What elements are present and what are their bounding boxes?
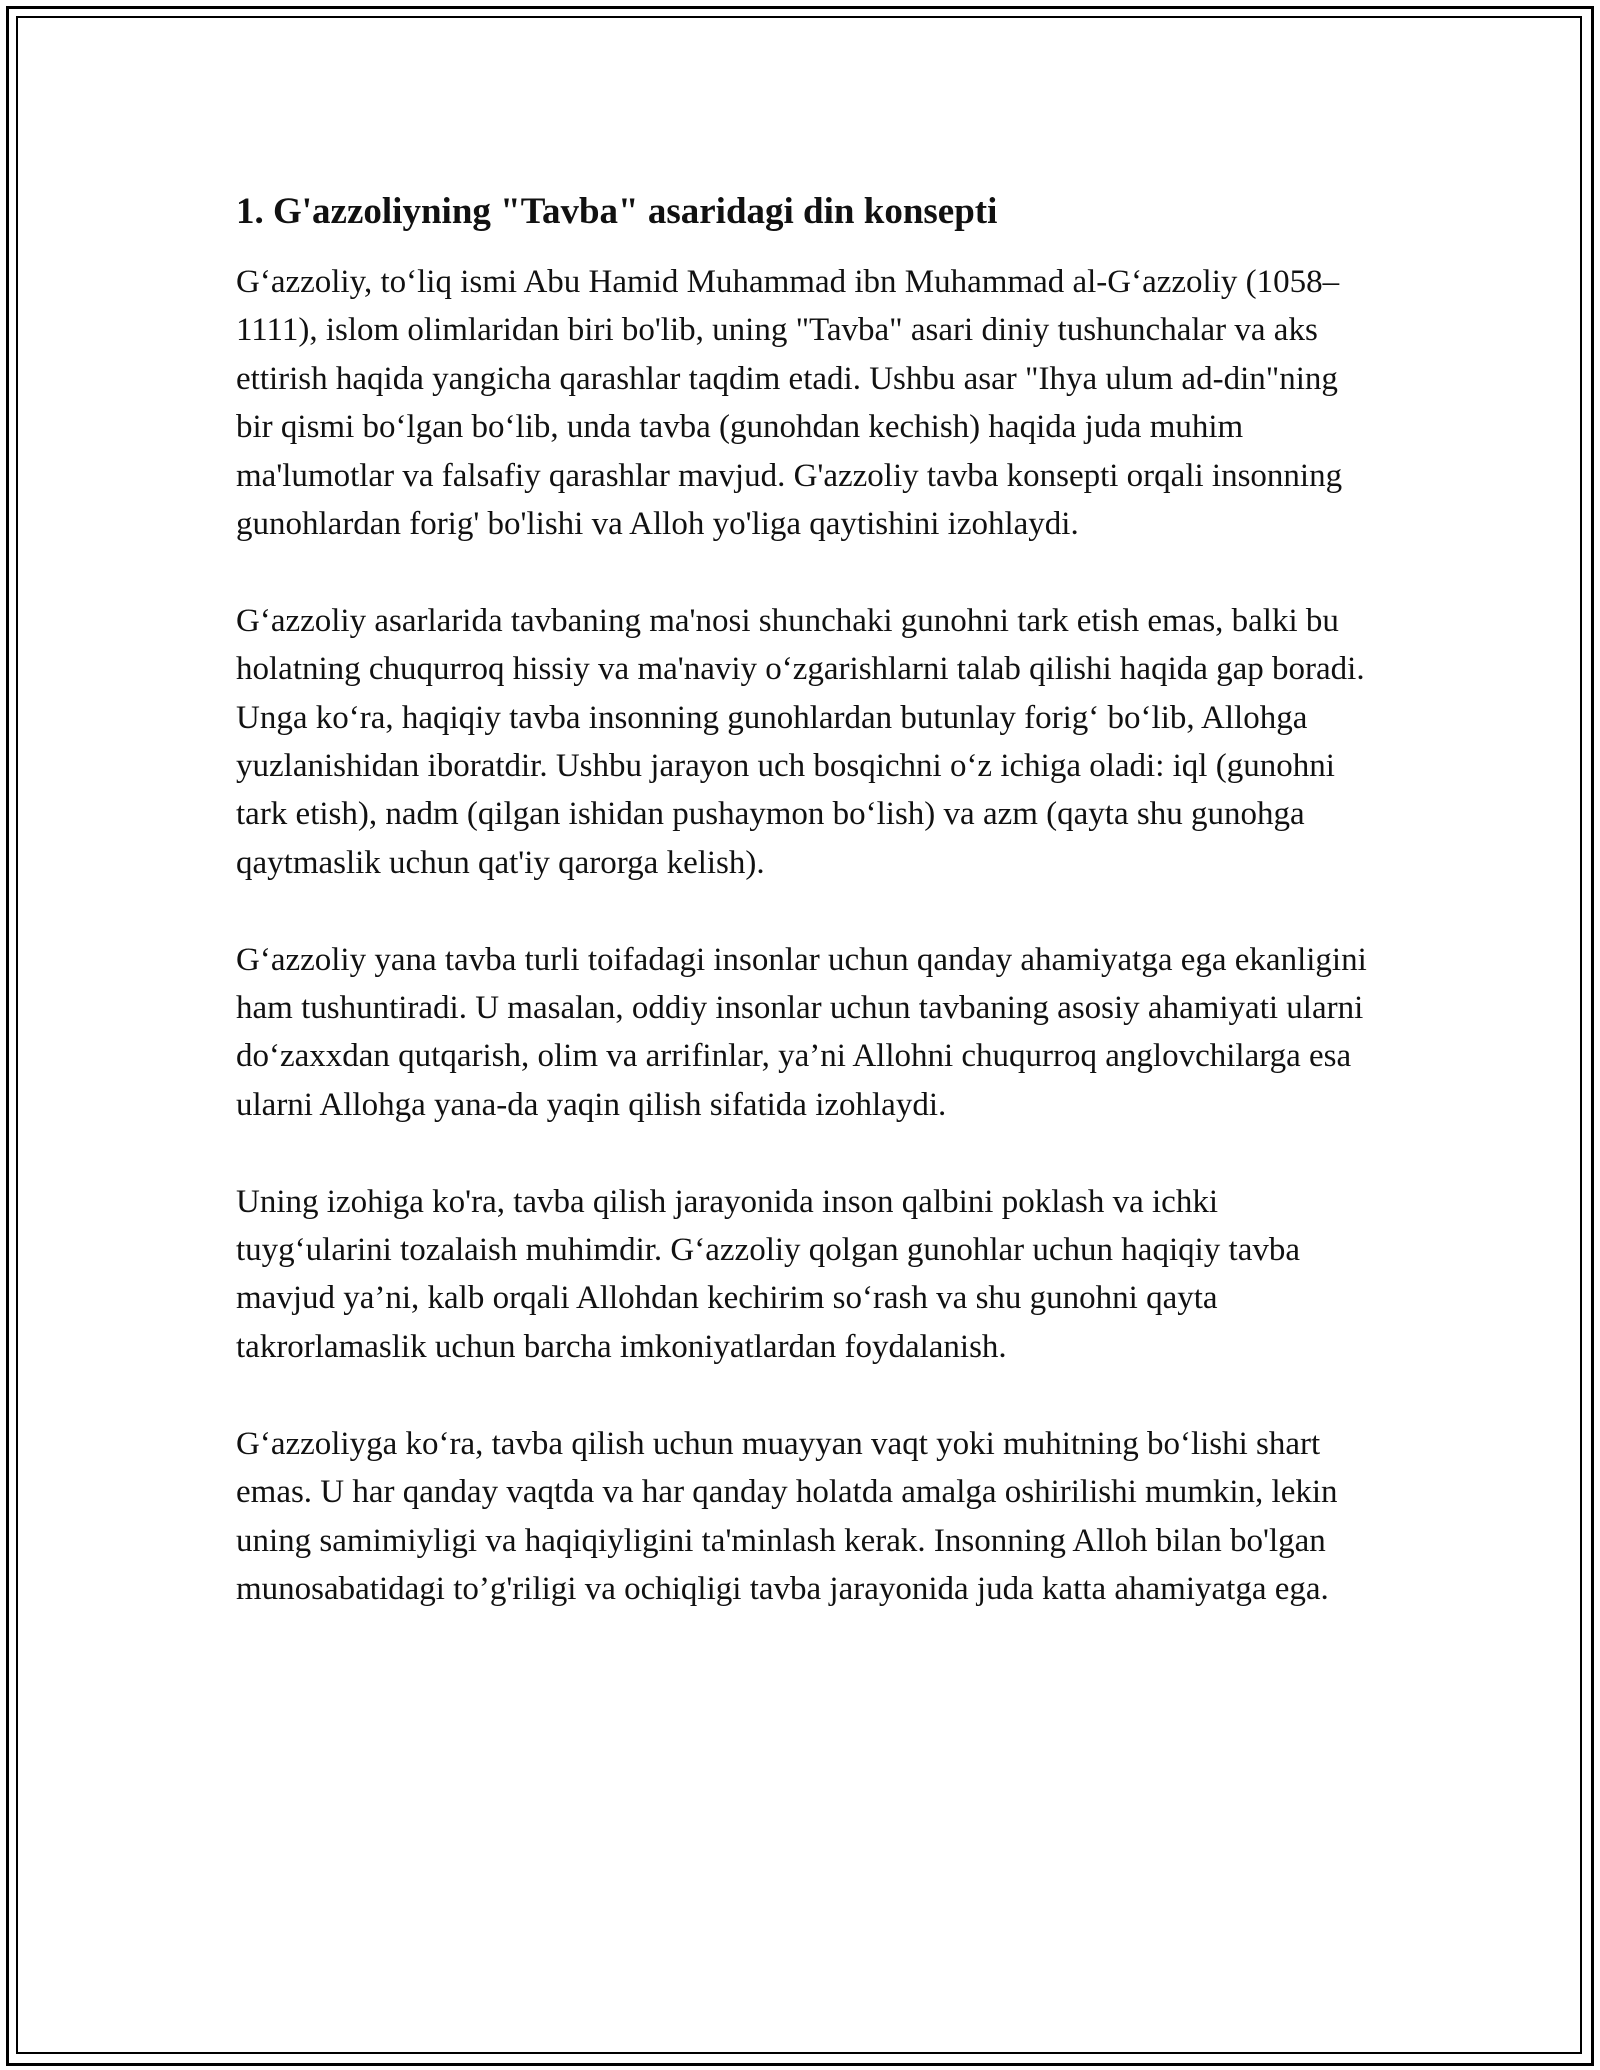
paragraph-5: G‘azzoliyga ko‘ra, tavba qilish uchun muayyan vaqt yoki muhitning bo‘lishi shart emas. U har qanday vaqtda va har qanday holatda amalga oshirilishi mumkin, lekin uning samimiyligi va haqiqiyligini ta'minlash kerak. Insonning Alloh bilan bo'lgan munosabatidagi to’g'riligi va ochiqligi tavba jarayonida juda katta ahamiyatga ega. (236, 1425, 1338, 1607)
section-heading: 1. G'azzoliyning "Tavba" asaridagi din konsepti (236, 191, 998, 232)
document-body (236, 186, 1376, 1613)
paragraph-2: G‘azzoliy asarlarida tavbaning ma'nosi shunchaki gunohni tark etish emas, balki bu holatning chuqurroq hissiy va ma'naviy o‘zgarishlarni talab qilishi haqida gap boradi. Unga ko‘ra, haqiqiy tavba insonning gunohlardan butunlay forig‘ bo‘lib, Allohga yuzlanishidan iboratdir. Ushbu jarayon uch bosqichni o‘z ichiga oladi: iql (gunohni tark etish), nadm (qilgan ishidan pushaymon bo‘lish) va azm (qayta shu gunohga qaytmaslik uchun qat'iy qarorga kelish). (236, 602, 1365, 881)
paragraph-4: Uning izohiga ko'ra, tavba qilish jarayonida inson qalbini poklash va ichki tuyg‘ularini tozalaish muhimdir. G‘azzoliy qolgan gunohlar uchun haqiqiy tavba mavjud ya’ni, kalb orqali Allohdan kechirim so‘rash va shu gunohni qayta takrorlamaslik uchun barcha imkoniyatlardan foydalanish. (236, 1183, 1300, 1365)
paragraph-1: G‘azzoliy, to‘liq ismi Abu Hamid Muhammad ibn Muhammad al-G‘azzoliy (1058–1111), islom olimlaridan biri bo'lib, uning "Tavba" asari diniy tushunchalar va aks ettirish haqida yangicha qarashlar taqdim etadi. Ushbu asar "Ihya ulum ad-din"ning bir qismi bo‘lgan bo‘lib, unda tavba (gunohdan kechish) haqida juda muhim ma'lumotlar va falsafiy qarashlar mavjud. G'azzoliy tavba konsepti orqali insonning gunohlardan forig' bo'lishi va Alloh yo'liga qaytishini izohlaydi. (236, 264, 1343, 543)
paragraph-3: G‘azzoliy yana tavba turli toifadagi insonlar uchun qanday ahamiyatga ega ekanligini ham tushuntiradi. U masalan, oddiy insonlar uchun tavbaning asosiy ahamiyati ularni do‘zaxxdan qutqarish, olim va arrifinlar, ya’ni Allohni chuqurroq anglovchilarga esa ularni Allohga yana-da yaqin qilish sifatida izohlaydi. (236, 941, 1367, 1123)
